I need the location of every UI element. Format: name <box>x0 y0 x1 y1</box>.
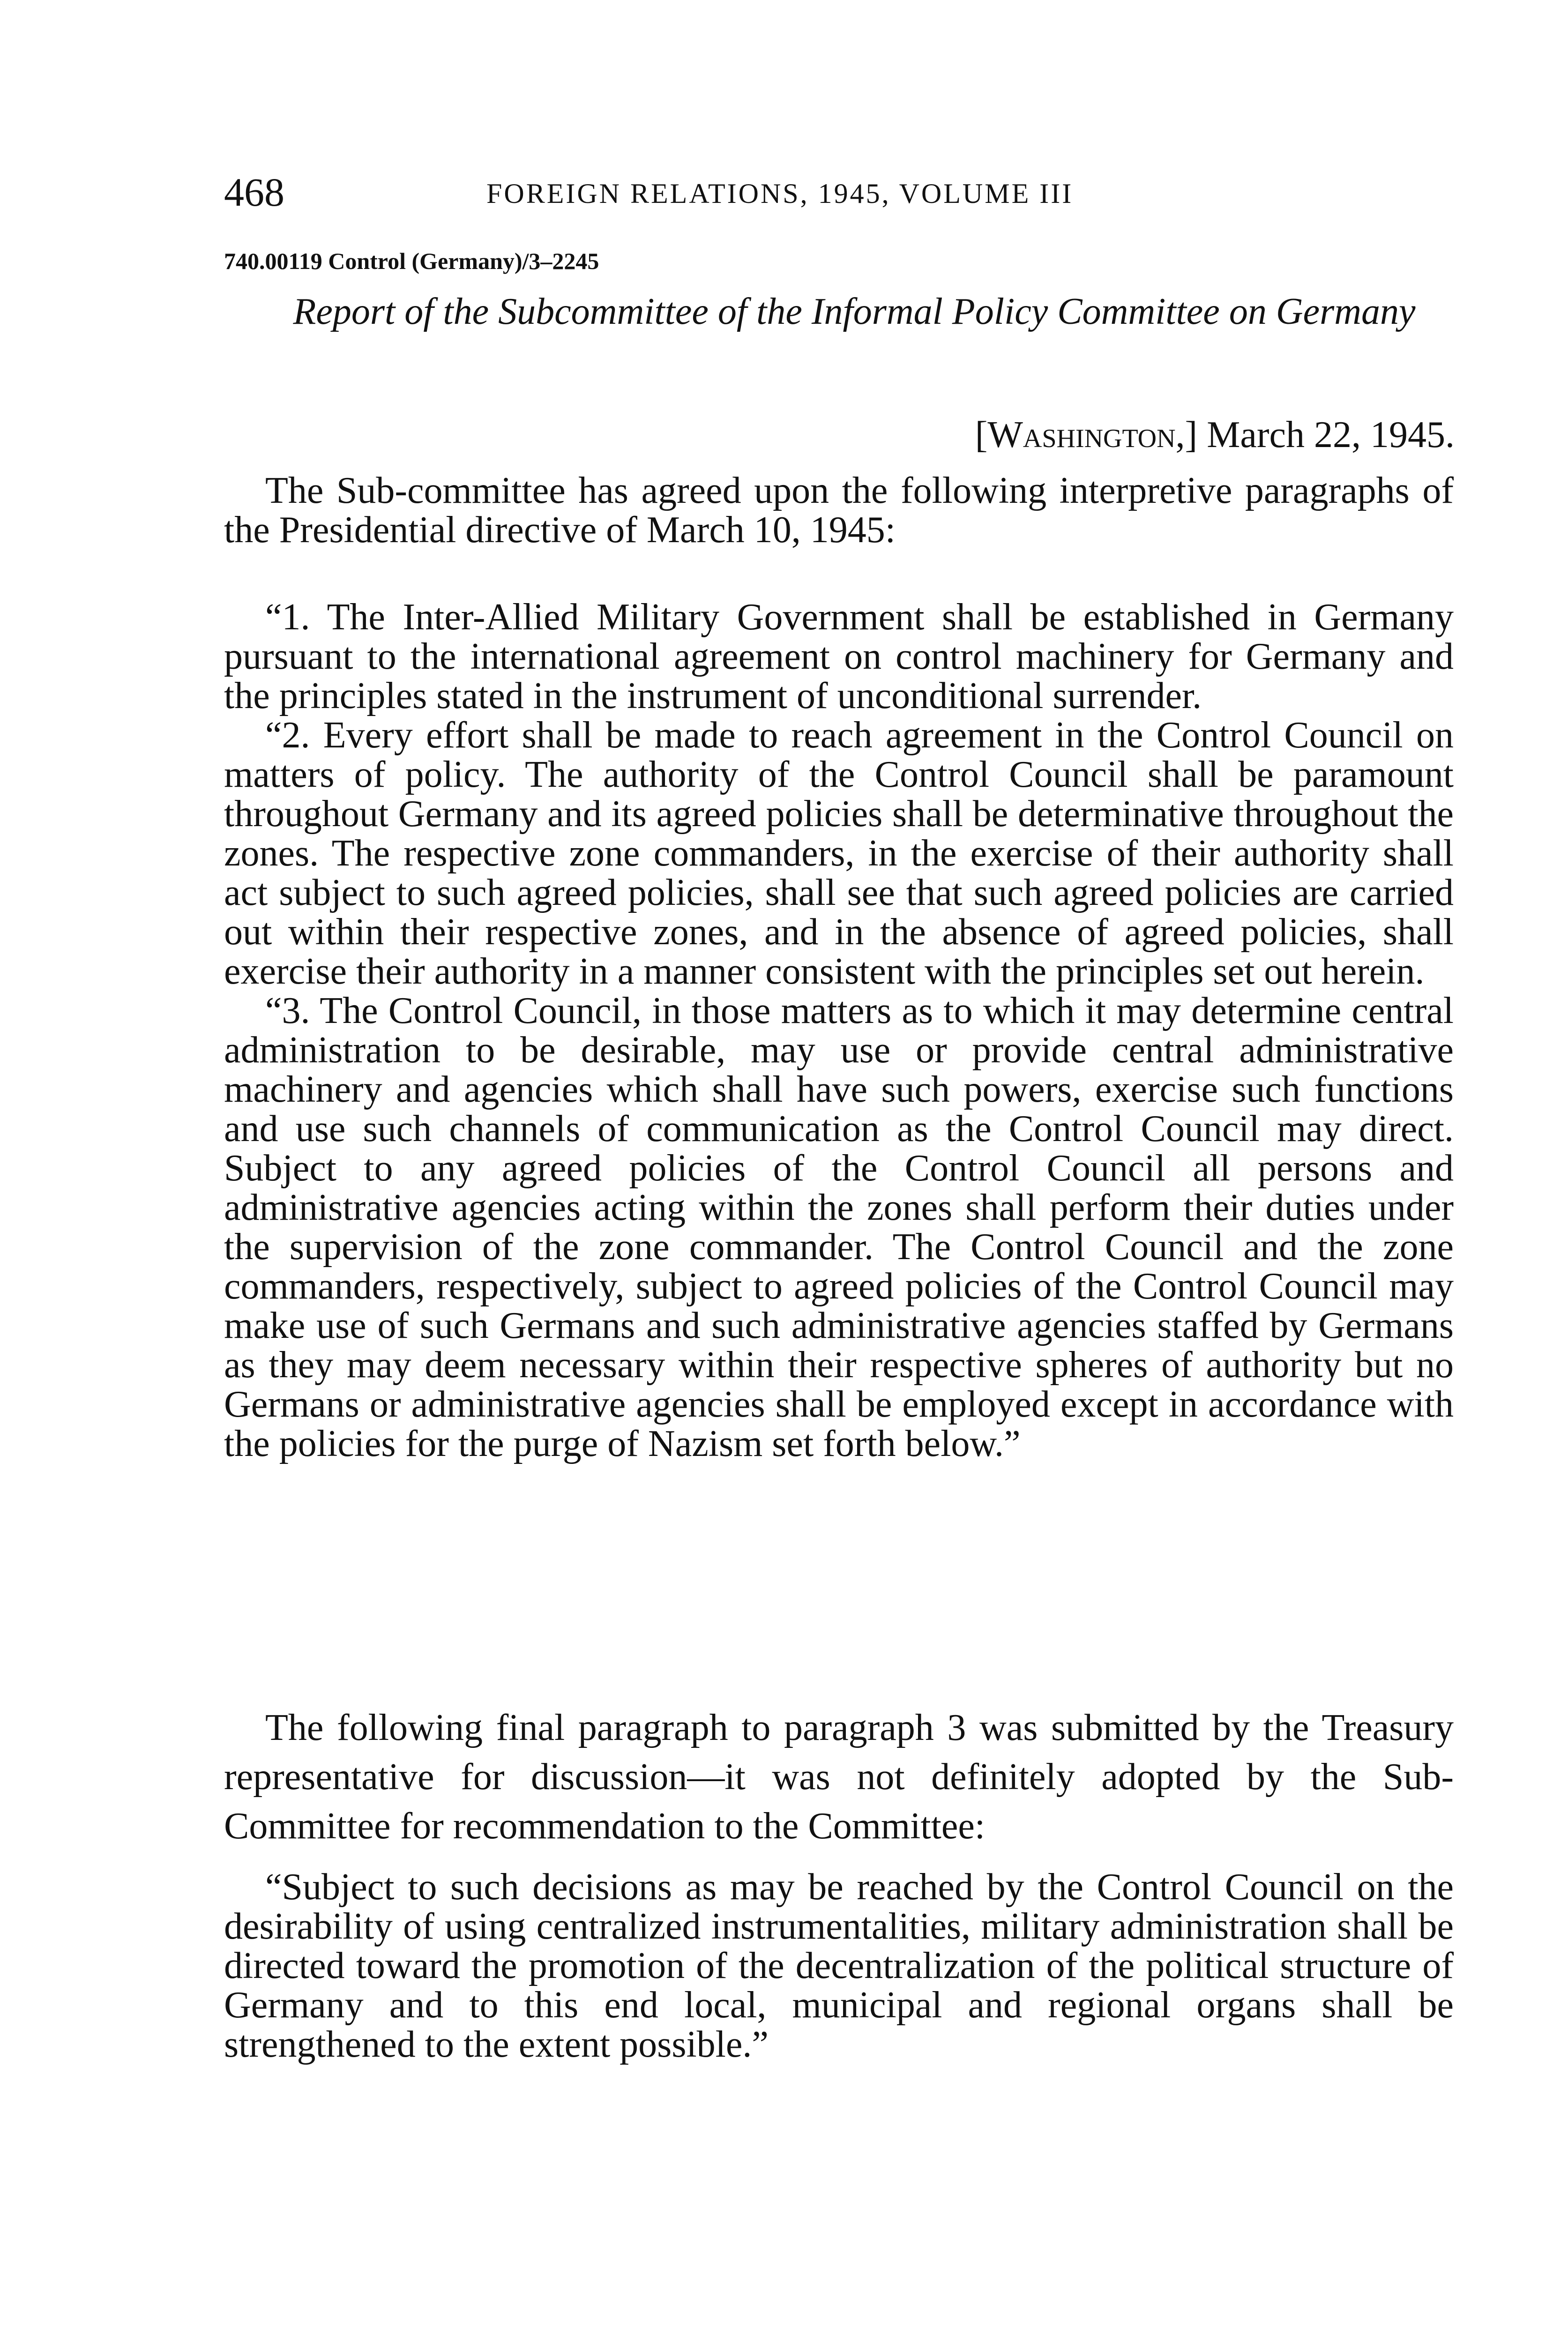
treasury-note-block <box>224 1703 1454 1851</box>
final-quote-paragraph: “Subject to such decisions as may be reached by the Control Council on the desirability of using centralized instrumentalities, military administration shall be directed toward the promotion of the decentralization of the political structure of Germany and to this end local, municipal and regional organs shall be strengthened to the extent possible.” <box>224 1866 1454 2065</box>
dateline-date: March 22, 1945. <box>1207 414 1455 455</box>
page-number: 468 <box>224 170 284 215</box>
file-number: 740.00119 Control (Germany)/3–2245 <box>224 248 599 274</box>
dateline-place: [Washington,] <box>975 414 1198 455</box>
running-title: FOREIGN RELATIONS, 1945, VOLUME III <box>486 178 1074 209</box>
dateline <box>975 412 1455 457</box>
intro-paragraph: The Sub-committee has agreed upon the following interpretive paragraphs of the Presidential directive of March 10, 1945: <box>224 470 1454 551</box>
final-quote-block <box>224 1867 1454 2064</box>
document-title: Report of the Subcommittee of the Informal Policy Committee on Germany <box>293 291 1416 332</box>
running-head <box>224 166 1358 218</box>
paragraph-1: “1. The Inter-Allied Military Government shall be established in Germany pursuant to the international agreement on control machinery for Germany and the principles stated in the instrument of unconditional surrender. <box>224 597 1454 716</box>
paragraph-2: “2. Every effort shall be made to reach agreement in the Control Council on matters of policy. The authority of the Control Council shall be paramount throughout Germany and its agreed policies shall be determinative throughout the zones. The respective zone commanders, in the exercise of their authority shall act subject to such agreed policies, shall see that such agreed policies are carried out within their respective zones, and in the absence of agreed policies, shall exercise their authority in a manner consistent with the principles set out herein. <box>224 715 1454 992</box>
paragraph-3: “3. The Control Council, in those matters as to which it may determine central administration to be desirable, may use or provide central administrative machinery and agencies which shall have such powers, exercise such functions and use such channels of communication as the Control Council may direct. Subject to any agreed policies of the Control Council all persons and administrative agencies acting within the zones shall perform their duties under the supervision of the zone commander. The Control Council and the zone commanders, respectively, subject to agreed policies of the Control Council may make use of such Germans and such administrative agencies staffed by Germans as they may deem necessary within their respective spheres of authority but no Germans or administrative agencies shall be employed except in accordance with the policies for the purge of Nazism set forth below.” <box>224 990 1454 1464</box>
treasury-note-paragraph: The following final paragraph to paragraph 3 was submitted by the Treasury representative for discussion—it was not definitely adopted by the Sub-Committee for recommendation to the Committee: <box>224 1707 1454 1847</box>
intro-block <box>224 471 1454 550</box>
quoted-paragraphs <box>224 597 1454 1463</box>
